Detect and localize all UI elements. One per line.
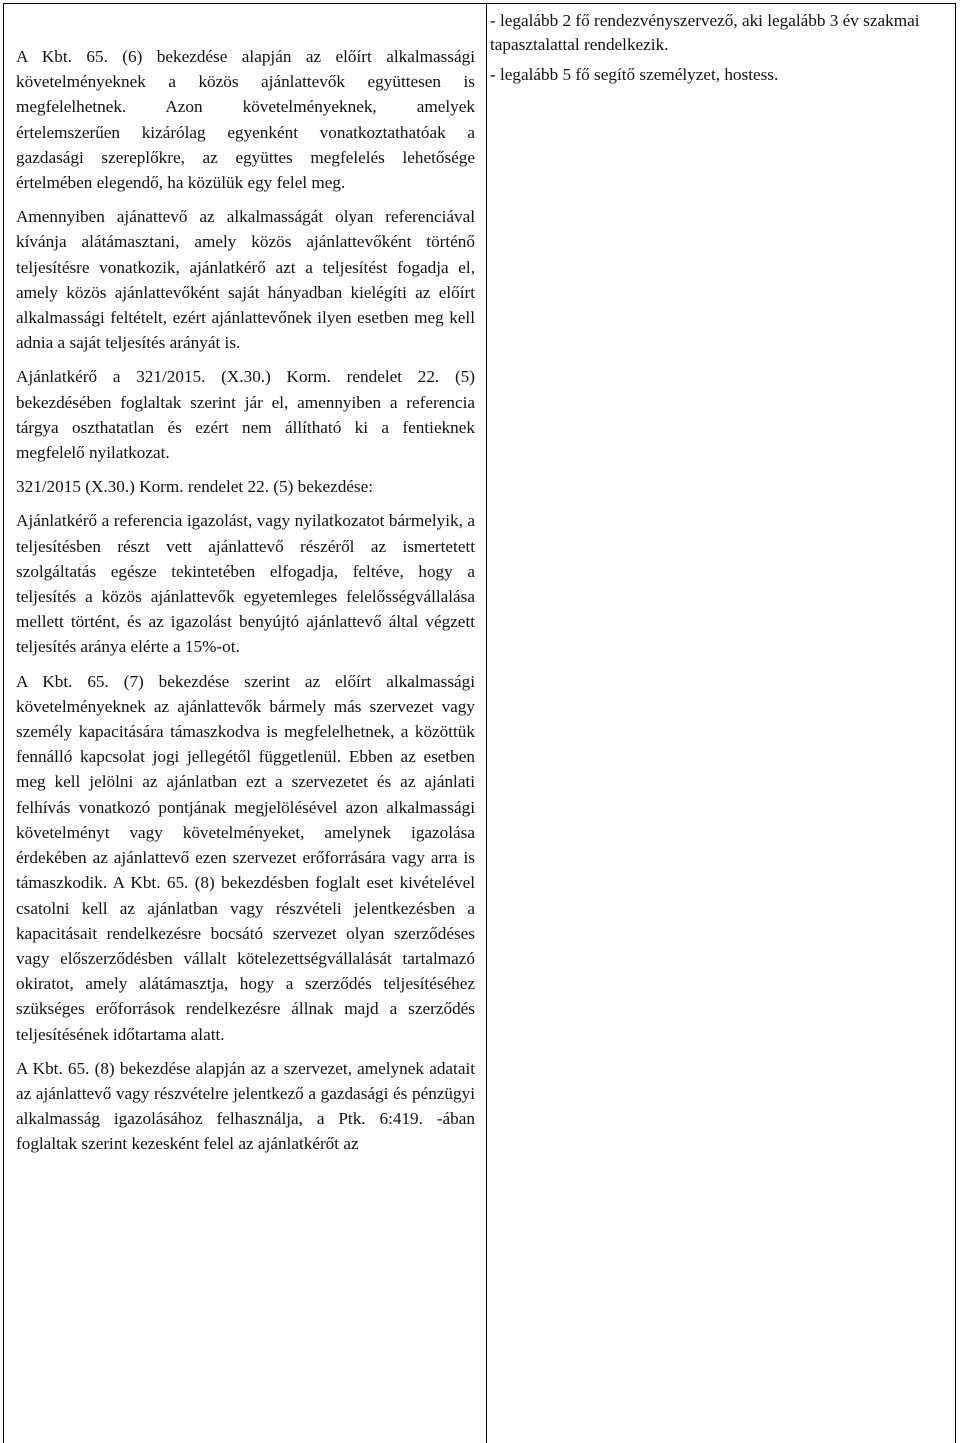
paragraph-kbt-65-6: A Kbt. 65. (6) bekezdése alapján az előírt alkalmassági követelményeknek a közös ajánlattevők együttesen is megfelelhetnek. Azon követelményeknek, amelyek értelemszerűen kizárólag egyenként vonatkoztathatóak a gazdasági szereplőkre, az együttes megfelelés lehetősége értelmében elegendő, ha közülük egy felel meg. [16,47,475,193]
paragraph-decree-reference: Ajánlatkérő a 321/2015. (X.30.) Korm. rendelet 22. (5) bekezdésében foglaltak szerint jár el, amennyiben a referencia tárgya oszthatatlan és ezért nem állítható ki a fentieknek megfelelő nyilatkozat. [16,367,475,463]
requirement-organizers: - legalább 2 fő rendezvényszervező, aki legalább 3 év szakmai tapasztalattal rendelkezik. [490,11,920,54]
paragraph-kbt-65-7: A Kbt. 65. (7) bekezdése szerint az előírt alkalmassági követelményeknek az ajánlattevők bármely más szervezet vagy személy kapacitására támaszkodva is megfelelhetnek, a közöttük fennálló kapcsolat jogi jellegétől függetlenül. Ebben az esetben meg kell jelölni az ajánlatban ezt a szervezetet és az ajánlati felhívás vonatkozó pontjának megjelölésével azon alkalmassági követelményt vagy követelményeket, amelynek igazolása érdekében az ajánlattevő ezen szervezet erőforrására vagy arra is támaszkodik. A Kbt. 65. (8) bekezdésben foglalt eset kivételével csatolni kell az ajánlatban vagy részvételi jelentkezésben a kapacitásait rendelkezésre bocsátó szervezet olyan szerződéses vagy előszerződésben vállalt kötelezettségvállalását tartalmazó okiratot, amely alátámasztja, hogy a szerződés teljesítéséhez szükséges erőforrások rendelkezésre állnak majd a szerződés teljesítésének időtartama alatt. [16,671,475,1044]
requirement-staff: - legalább 5 fő segítő személyzet, hostess. [490,65,779,84]
column-divider [486,4,487,1443]
left-column [16,4,475,1166]
paragraph-decree-heading: 321/2015 (X.30.) Korm. rendelet 22. (5) bekezdése: [16,477,374,497]
right-column [490,4,948,93]
paragraph-decree-text: Ajánlatkérő a referencia igazolást, vagy nyilatkozatot bármelyik, a teljesítésben részt vett ajánlattevő részéről az ismertetett szolgáltatás egésze tekintetében elfogadja, feltéve, hogy a teljesítés a közös ajánlattevők egyetemleges felelősségvállalása mellett történt, és az igazolást benyújtó ajánlattevő által végzett teljesítés aránya elérte a 15%-ot. [16,511,475,657]
paragraph-kbt-65-8: A Kbt. 65. (8) bekezdése alapján az a szervezet, amelynek adatait az ajánlattevő vagy részvételre jelentkező a gazdasági és pénzügyi alkalmasság igazolásához felhasználja, a Ptk. 6:419. -ában foglaltak szerint kezesként felel az ajánlatkérőt az [16,1058,475,1154]
document-table [3,3,956,1443]
paragraph-joint-reference: Amennyiben ajánattevő az alkalmasságát olyan referenciával kívánja alátámasztani, amely közös ajánlattevőként történő teljesítésre vonatkozik, ajánlatkérő azt a teljesítést fogadja el, amely közös ajánlattevőként saját hányadban kielégíti az előírt alkalmassági feltételt, ezért ajánlattevőnek ilyen esetben meg kell adnia a saját teljesítés arányát is. [16,207,475,353]
